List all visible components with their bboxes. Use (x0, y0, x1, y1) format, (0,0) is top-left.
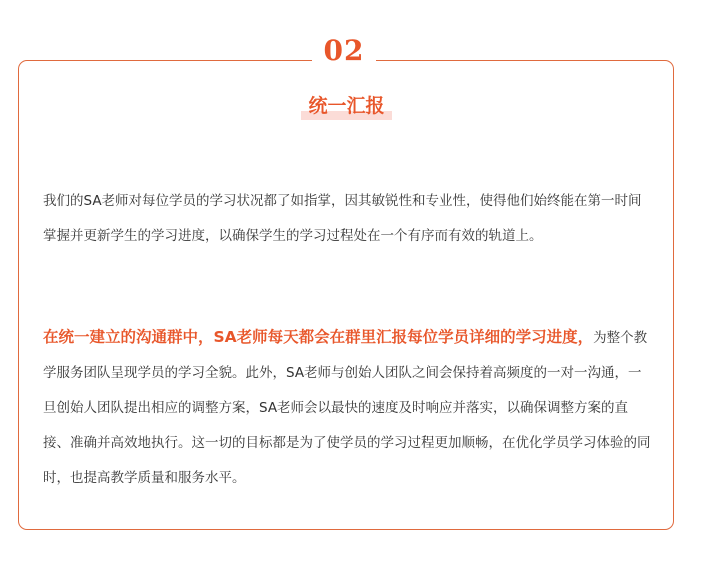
paragraph-highlight: 在统一建立的沟通群中，SA老师每天都会在群里汇报每位学员详细的学习进度， (43, 328, 594, 346)
section-number-badge (312, 34, 376, 68)
paragraph-report (43, 320, 655, 496)
section-heading-container (0, 92, 693, 120)
section-number: 02 (323, 34, 365, 67)
paragraph-body: 为整个教学服务团队呈现学员的学习全貌。此外，SA老师与创始人团队之间会保持着高频度的一对一沟通，一旦创始人团队提出相应的调整方案，SA老师会以最快的速度及时响应并落实，以确保调整方案的直接、准确并高效地执行。这一切的目标都是为了使学员的学习过程更加顺畅，在优化学员学习体验的同时，也提高教学质量和服务水平。 (43, 330, 651, 486)
paragraph-intro: 我们的SA老师对每位学员的学习状况都了如指掌，因其敏锐性和专业性，使得他们始终能在第一时间掌握并更新学生的学习进度，以确保学生的学习过程处在一个有序而有效的轨道上。 (43, 193, 642, 244)
section-title: 统一汇报 (308, 95, 385, 117)
section-heading (301, 92, 391, 120)
